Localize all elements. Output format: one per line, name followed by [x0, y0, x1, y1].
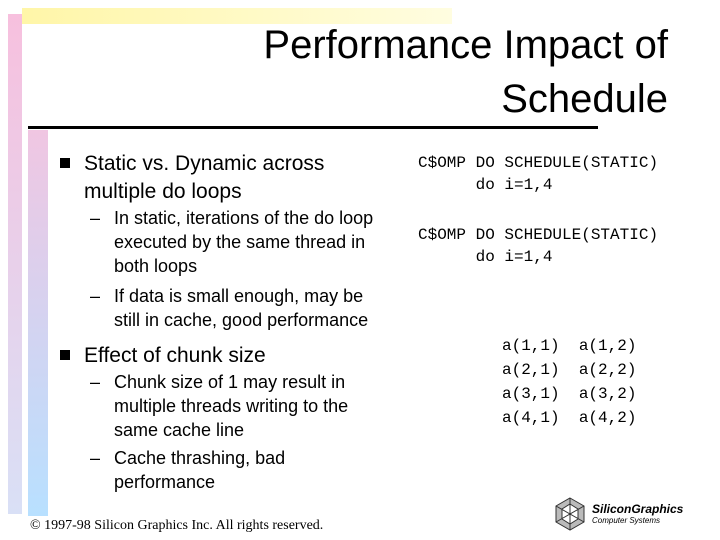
code-line: C$OMP DO SCHEDULE(STATIC)	[418, 154, 659, 172]
sub-bullet-static-iterations	[90, 206, 373, 278]
bullet-text: Effect of chunk size	[84, 344, 266, 367]
sub-bullet-text	[114, 370, 348, 442]
bullet-text	[84, 150, 380, 206]
sub-bullet-text	[114, 284, 368, 332]
sub-line: executed by the same thread in	[114, 232, 366, 252]
sub-line: If data is small enough, may be	[114, 286, 364, 306]
sub-line: same cache line	[114, 420, 245, 440]
sub-line: In static, iterations of the do loop	[114, 208, 374, 228]
sub-bullet-data-in-cache	[90, 284, 368, 332]
bullet-square-icon	[60, 158, 70, 168]
array-row: a(4,1) a(4,2)	[502, 409, 637, 427]
dash-icon: –	[90, 372, 101, 392]
dash-icon: –	[90, 208, 101, 228]
code-block-2	[418, 224, 658, 268]
sub-line: both loops	[114, 256, 198, 276]
dash-icon: –	[90, 286, 101, 306]
decorative-left-bar-inner	[28, 130, 48, 516]
sub-bullet-text	[114, 446, 285, 494]
copyright-footer: © 1997-98 Silicon Graphics Inc. All rights reserved.	[30, 518, 324, 533]
sub-line: Chunk size of 1 may result in	[114, 372, 346, 392]
code-line: do i=1,4	[418, 176, 553, 194]
sub-line: multiple threads writing to the	[114, 396, 349, 416]
bullet-static-vs-dynamic	[60, 150, 380, 206]
sub-bullet-cache-thrashing	[90, 446, 285, 494]
array-layout	[502, 334, 636, 430]
array-row: a(1,1) a(1,2)	[502, 337, 637, 355]
sub-line: performance	[114, 472, 216, 492]
logo-name: SiliconGraphics	[592, 502, 684, 516]
bullet-square-icon	[60, 350, 70, 360]
bullet-line: Static vs. Dynamic across	[84, 152, 325, 175]
code-line: do i=1,4	[418, 248, 553, 266]
logo-subtitle: Computer Systems	[592, 516, 661, 525]
code-block-1	[418, 152, 658, 196]
sub-bullet-text	[114, 206, 373, 278]
dash-icon: –	[90, 448, 101, 468]
sgi-logo-text	[592, 502, 683, 525]
title-underline	[28, 126, 598, 129]
array-row: a(2,1) a(2,2)	[502, 361, 637, 379]
sub-line: still in cache, good performance	[114, 310, 369, 330]
array-row: a(3,1) a(3,2)	[502, 385, 637, 403]
bullet-chunk-size	[60, 342, 380, 370]
title-line-2: Schedule	[501, 77, 668, 121]
decorative-left-bar	[8, 14, 22, 514]
sub-bullet-chunk-size-1	[90, 370, 348, 442]
bullet-line: multiple do loops	[84, 180, 242, 203]
sgi-logo-icon	[552, 496, 588, 532]
code-line: C$OMP DO SCHEDULE(STATIC)	[418, 226, 659, 244]
title-line-1: Performance Impact of	[263, 23, 668, 67]
slide-title	[263, 18, 668, 126]
sub-line: Cache thrashing, bad	[114, 448, 286, 468]
